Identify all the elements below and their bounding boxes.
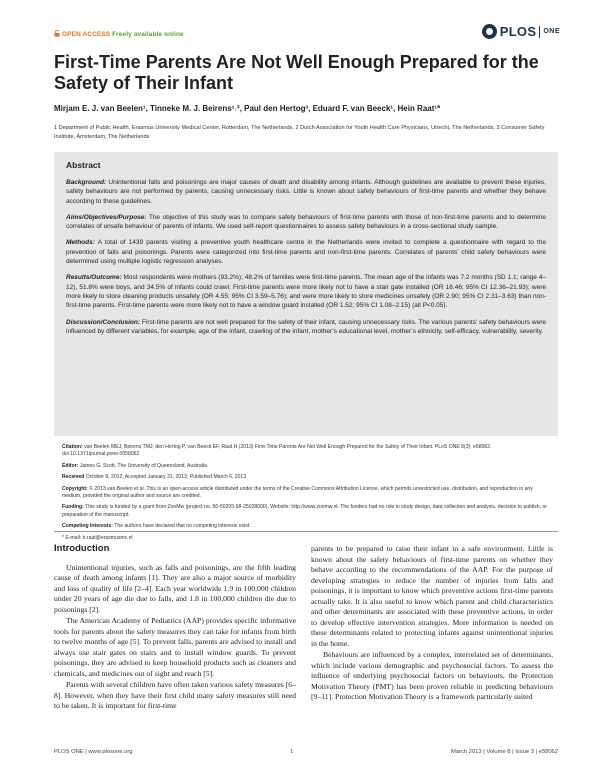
journal-logo (482, 24, 560, 39)
section-text: Most respondents were mothers (93.2%); 48.2% of families were first-time parents. The mean age of the infants was 7.2 months (SD 1.1; range 4–12), 51.8% were boys, and 34.5% of infants could crawl. First-time parents were more likely not to have a stair gate installed (OR 16.46; 95% CI 12.36–21.93); were more likely to store cleaning products unsafely (OR 4.55; 95% CI 3.59–5.76); and were more likely to store medicines unsafely (OR 2.90; 95% CI 2.31–3.63) than non-first-time parents. First-time parents were more likely not to have a window guard installed (OR 1.52; 95% CI 1.08–2.15) (all P<0.05). (66, 274, 546, 310)
citation-line (62, 444, 548, 459)
abstract-conclusion (66, 318, 546, 337)
abstract-methods (66, 238, 546, 266)
abstract-aims (66, 213, 546, 232)
meta-label: Competing Interests: (62, 523, 113, 530)
dates-line (62, 474, 548, 481)
meta-text: October 9, 2012; Accepted January 31, 2013; Published March 6, 2013 (84, 474, 247, 481)
section-text: A total of 1439 parents visiting a preventive youth healthcare centre in the Netherlands were invited to complete a questionnaire with regard to the prevention of falls and poisonings. Parents were categorized into first-time parents and non-first-time parents. Correlates of parents’ child safety behaviours were determined using multiple logistic regression analyses. (66, 239, 546, 266)
competing-interests-line (62, 523, 548, 530)
meta-label: Received (62, 474, 85, 481)
article-title: First-Time Parents Are Not Well Enough Prepared for the Safety of Their Infant (54, 52, 539, 93)
section-label: Methods: (66, 239, 95, 247)
open-lock-icon (54, 30, 60, 37)
oa-free-text: Freely available online (112, 31, 184, 38)
plos-logo-icon (482, 24, 497, 39)
body-paragraph: parents to be prepared to raise their infant in a safe environment. Little is known about the safety behaviours of first-time parents on whether they behave according to the recommendations of the AAP. For the purpose of developing strategies to reduce the number of injuries from falls and poisonings, it is important to know which preventive actions first-time parents actually take. It is also useful to know which parent and child characteristics and other determinants are associated with these preventive actions, in order to develop effective intervention strategies. More information is needed on these determinants related to protecting infants against unintentional injuries in the home. (311, 544, 553, 648)
editor-line (62, 463, 548, 470)
meta-text: van Beelen MEJ, Beirens TMJ, den Hertog P, van Beeck EF, Raat H (2013) First-Time Parents Are Not Well Enough Prepared for the Safety of Their Infant. PLoS ONE 8(3): e58062. doi:10.1371/journal.pone.0058062 (62, 444, 492, 458)
meta-text: James G. Scott, The University of Queensland, Australia (78, 462, 207, 469)
funding-line (62, 504, 548, 519)
copyright-line (62, 486, 548, 501)
section-divider (54, 531, 558, 532)
meta-text: This study is funded by a grant from ZonMw (project no. 50-50205-98-25028000). Website: http://www.zonmw.nl. The funders had no role in study design, data collection and analysis, decision to publish, or preparation of the manuscript. (62, 504, 548, 518)
abstract-background (66, 178, 546, 206)
body-paragraph: Parents with several children have often taken various safety measures [6–8]. However, when they have their first child many safety measures still need to be taken. It is important for first-time (54, 680, 296, 710)
section-label: Aims/Objectives/Purpose: (66, 213, 147, 221)
section-text: First-time parents are not well prepared for the safety of their infant, causing unnecessary risks. The various parents’ safety behaviours were influenced by different variables, for example, age of the infant, crawling of the infant, mother’s educational level, mother’s ethnicity, self-efficacy, vulnerability, severity. (66, 318, 546, 335)
email-text: * E-mail: h.raat@erasmusmc.nl (62, 534, 133, 541)
affiliations: 1 Department of Public Health, Erasmus University Medical Center, Rotterdam, The Netherlands, 2 Dutch Association for Youth Health Care Physicians, Utrecht, The Netherlands, 3 Consumer Safety Institute, Amsterdam, The Netherlands (54, 125, 545, 140)
journal-sub: ONE (543, 28, 560, 35)
meta-label: Citation: (62, 444, 83, 450)
page-number: 1 (290, 749, 294, 755)
abstract-results (66, 273, 546, 310)
page-footer (54, 749, 558, 755)
section-text: Unintentional falls and poisonings are major causes of death and disability among infants. Although guidelines are available to prevent these injuries, safety behaviours are not performed by parents, causing unnecessary risks. Little is known about safety behaviours of first-time parents and whether they behave according to these guidelines. (66, 179, 546, 205)
body-paragraph: Unintentional injuries, such as falls and poisonings, are the fifth leading cause of death among infants [1]. They are also a major source of morbidity and loss of quality of life [2–4]. Each year worldwide 1.9 in 100,000 children under 20 years of age die due to falls, and 1.8 in 100,000 children die due to poisonings [2]. (54, 562, 296, 614)
oa-open-text: OPEN (62, 31, 81, 38)
open-access-label (54, 30, 184, 38)
meta-text: The authors have declared that no competing interests exist. (112, 523, 251, 530)
abstract-heading: Abstract (66, 160, 101, 170)
body-column-right (311, 544, 553, 704)
body-column-left (54, 540, 296, 713)
section-label: Background: (66, 179, 107, 186)
introduction-heading: Introduction (54, 543, 110, 554)
meta-label: Copyright: (62, 485, 88, 492)
meta-label: Editor: (62, 462, 79, 469)
author-list: Mirjam E. J. van Beelen¹, Tinneke M. J. Beirens¹˒², Paul den Hertog³, Eduard F. van Beeck¹, Hein Raat¹* (54, 104, 441, 113)
section-label: Results/Outcome: (66, 274, 122, 282)
footer-journal: PLOS ONE | www.plosone.org (54, 749, 133, 755)
logo-separator (539, 26, 540, 38)
body-paragraph: Behaviours are influenced by a complex, interrelated set of determinants, which include various demographic and psychosocial factors. To assess the influence of underlying psychosocial factors on behaviours, the Protection Motivation Theory (PMT) has been proven reliable in predicting behaviours [9–11]. Protection Motivation Theory is a framework particularly suited (311, 650, 553, 701)
footer-issue: March 2013 | Volume 8 | Issue 3 | e58062 (451, 749, 558, 755)
oa-access-text: ACCESS (82, 31, 111, 38)
abstract-box (54, 152, 558, 436)
meta-label: Funding: (62, 504, 84, 511)
section-text: The objective of this study was to compare safety behaviours of first-time parents with those of non-first-time parents and to determine correlates of unsafe behaviour of parents of infants. We used self-report questionnaires to assess safety behaviours in a cross-sectional study sample. (66, 213, 546, 231)
body-paragraph: The American Academy of Pediatrics (AAP) provides specific informative tools for parents about the safety measures they can take for infants from birth to twelve months of age [5]. To prevent falls, parents are advised to install and always use stair gates on stairs and to install window guards. To prevent poisonings, they are advised to keep household products such as cleaners and chemicals, and medicines out of sight and reach [5]. (54, 616, 296, 678)
meta-text: © 2013 van Beelen et al. This is an open-access article distributed under the terms of the Creative Commons Attribution License, which permits unrestricted use, distribution, and reproduction in any medium, provided the original author and source are credited. (62, 485, 533, 500)
section-label: Discussion/Conclusion: (66, 318, 141, 326)
journal-name: PLOS (499, 24, 537, 39)
